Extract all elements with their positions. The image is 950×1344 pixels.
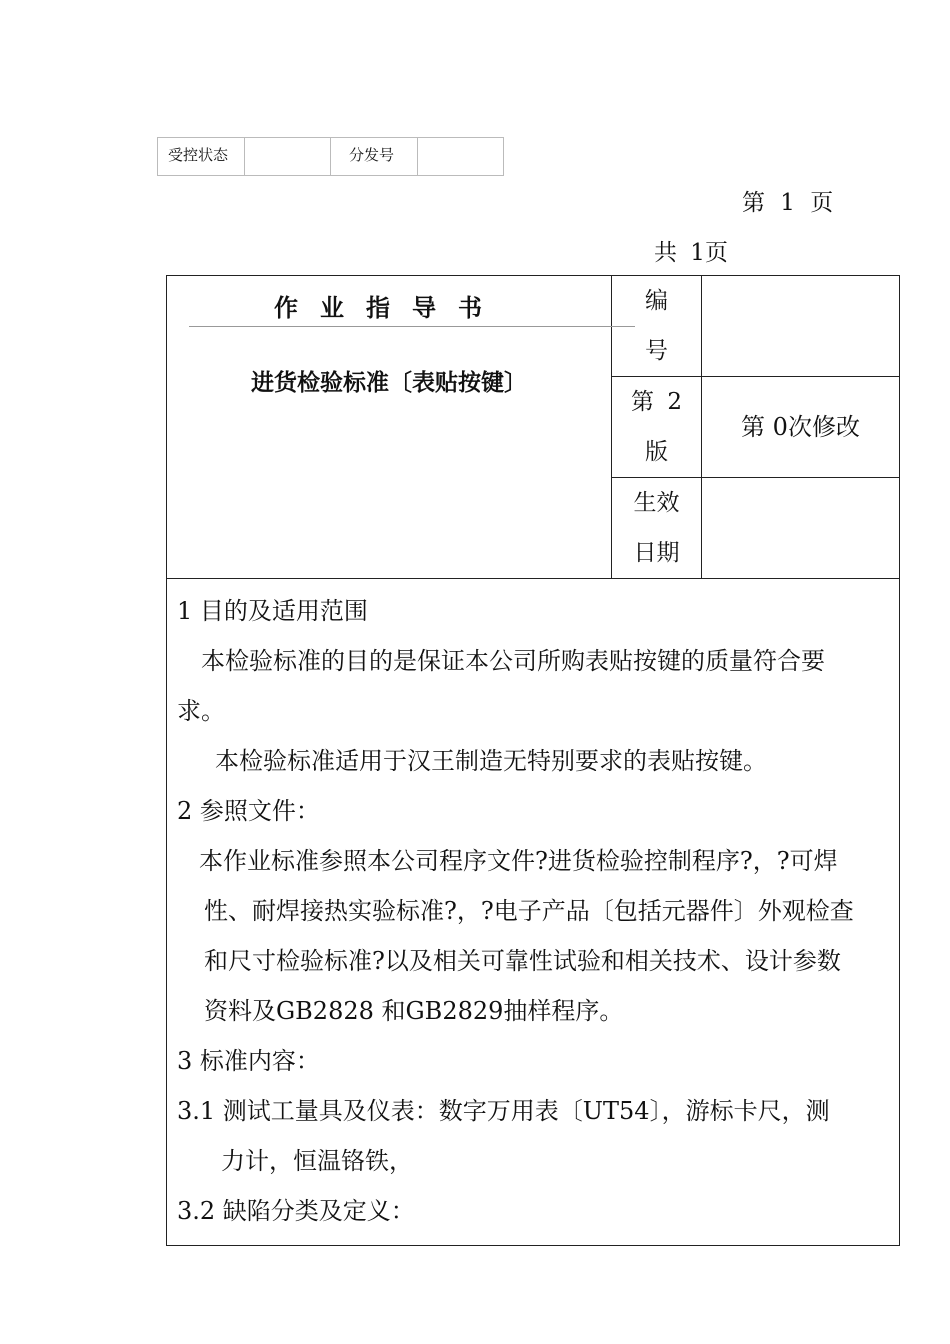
effective-date-label: 生效 日期: [612, 478, 702, 578]
section-2-line-4: 资料及GB2828 和GB2829抽样程序。: [204, 997, 624, 1025]
section-1-paragraph-1-line-2: 求。: [177, 697, 225, 725]
section-2-heading: 2 参照文件：: [177, 797, 320, 825]
code-row: [612, 276, 899, 377]
control-status-label: 受控状态: [158, 138, 245, 176]
form-header: [167, 276, 899, 579]
effective-date-row: [612, 478, 899, 578]
section-1-paragraph-1-line-1: 本检验标准的目的是保证本公司所购表贴按键的质量符合要: [201, 647, 825, 675]
control-status-table: [157, 137, 504, 176]
section-3-1-line-2: 力计，恒温铬铁，: [221, 1147, 413, 1175]
effective-date-value: [702, 478, 899, 578]
section-3-2-heading: 3.2 缺陷分类及定义：: [177, 1197, 415, 1225]
code-value: [702, 276, 899, 376]
section-1-paragraph-2: 本检验标准适用于汉王制造无特别要求的表贴按键。: [215, 747, 767, 775]
section-3-1-line-1: 3.1 测试工量具及仪表：数字万用表〔UT54〕，游标卡尺，测: [177, 1097, 830, 1125]
instruction-form: [166, 275, 900, 1246]
section-2-line-2: 性、耐焊接热实验标准?，?电子产品〔包括元器件〕外观检查: [204, 897, 854, 925]
code-label: 编 号: [612, 276, 702, 376]
distribution-number-label: 分发号: [331, 138, 418, 176]
title-divider: [189, 326, 635, 327]
document-title: 作业指导书: [274, 293, 504, 322]
section-2-line-3: 和尺寸检验标准?以及相关可靠性试验和相关技术、设计参数: [204, 947, 841, 975]
title-cell: [167, 276, 612, 578]
page-number: 第 1 页: [742, 190, 834, 216]
section-1-heading: 1 目的及适用范围: [177, 597, 368, 625]
edition-label: 第 2 版: [612, 377, 702, 477]
document-subtitle: 进货检验标准〔表贴按键〕: [251, 369, 527, 396]
control-status-value: [245, 138, 331, 176]
section-3-heading: 3 标准内容：: [177, 1047, 320, 1075]
distribution-number-value: [418, 138, 504, 176]
revision-value: 第 0次修改: [741, 413, 860, 441]
edition-row: [612, 377, 899, 478]
page-total: 共 1页: [654, 240, 728, 266]
section-2-line-1: 本作业标准参照本公司程序文件?进货检验控制程序?，?可焊: [199, 847, 838, 875]
